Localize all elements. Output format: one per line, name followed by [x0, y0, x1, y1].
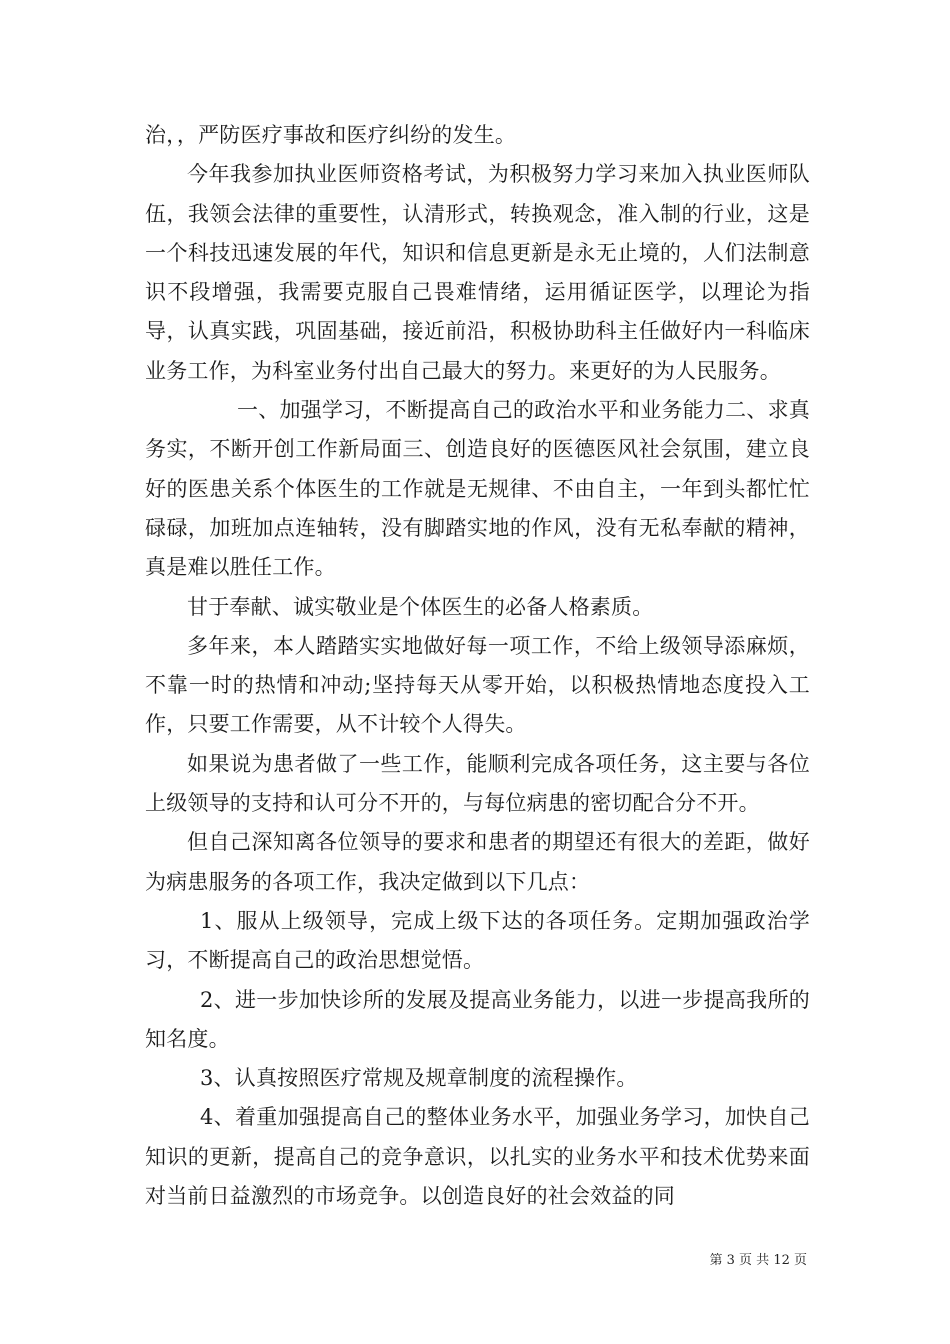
paragraph: 一、加强学习，不断提高自己的政治水平和业务能力二、求真务实，不断开创工作新局面三、创造良好的医德医风社会氛围，建立良好的医患关系个体医生的工作就是无规律、不由自主，一年到头都忙忙碌碌，加班加点连轴转，没有脚踏实地的作风，没有无私奉献的精神，真是难以胜任工作。	[145, 398, 810, 580]
paragraph: 1、服从上级领导，完成上级下达的各项任务。定期加强政治学习，不断提高自己的政治思想觉悟。	[145, 908, 810, 973]
paragraph: 3、认真按照医疗常规及规章制度的流程操作。	[200, 1066, 638, 1091]
body-text	[145, 116, 810, 1216]
paragraph: 治，，严防医疗事故和医疗纠纷的发生。	[145, 123, 517, 147]
page-number-footer: 第 3 页 共 12 页	[709, 1253, 807, 1268]
paragraph: 今年我参加执业医师资格考试，为积极努力学习来加入执业医师队伍，我领会法律的重要性，认清形式，转换观念，准入制的行业，这是一个科技迅速发展的年代，知识和信息更新是永无止境的，人们法制意识不段增强，我需要克服自己畏难情绪，运用循证医学，以理论为指导，认真实践，巩固基础，接近前沿，积极协助科主任做好内一科临床业务工作，为科室业务付出自己最大的努力。来更好的为人民服务。	[145, 162, 810, 383]
paragraph: 2、进一步加快诊所的发展及提高业务能力，以进一步提高我所的知名度。	[145, 987, 810, 1051]
paragraph: 多年来，本人踏踏实实地做好每一项工作，不给上级领导添麻烦，不靠一时的热情和冲动;坚持每天从零开始，以积极热情地态度投入工作，只要工作需要，从不计较个人得失。	[145, 633, 810, 737]
paragraph: 甘于奉献、诚实敬业是个体医生的必备人格素质。	[187, 594, 654, 619]
paragraph: 但自己深知离各位领导的要求和患者的期望还有很大的差距，做好为病患服务的各项工作，我决定做到以下几点：	[145, 830, 810, 894]
paragraph: 如果说为患者做了一些工作，能顺利完成各项任务，这主要与各位上级领导的支持和认可分不开的，与每位病患的密切配合分不开。	[145, 751, 810, 816]
paragraph: 4、着重加强提高自己的整体业务水平，加强业务学习，加快自己知识的更新，提高自己的竞争意识，以扎实的业务水平和技术优势来面对当前日益激烈的市场竞争。以创造良好的社会效益的同	[145, 1105, 810, 1209]
